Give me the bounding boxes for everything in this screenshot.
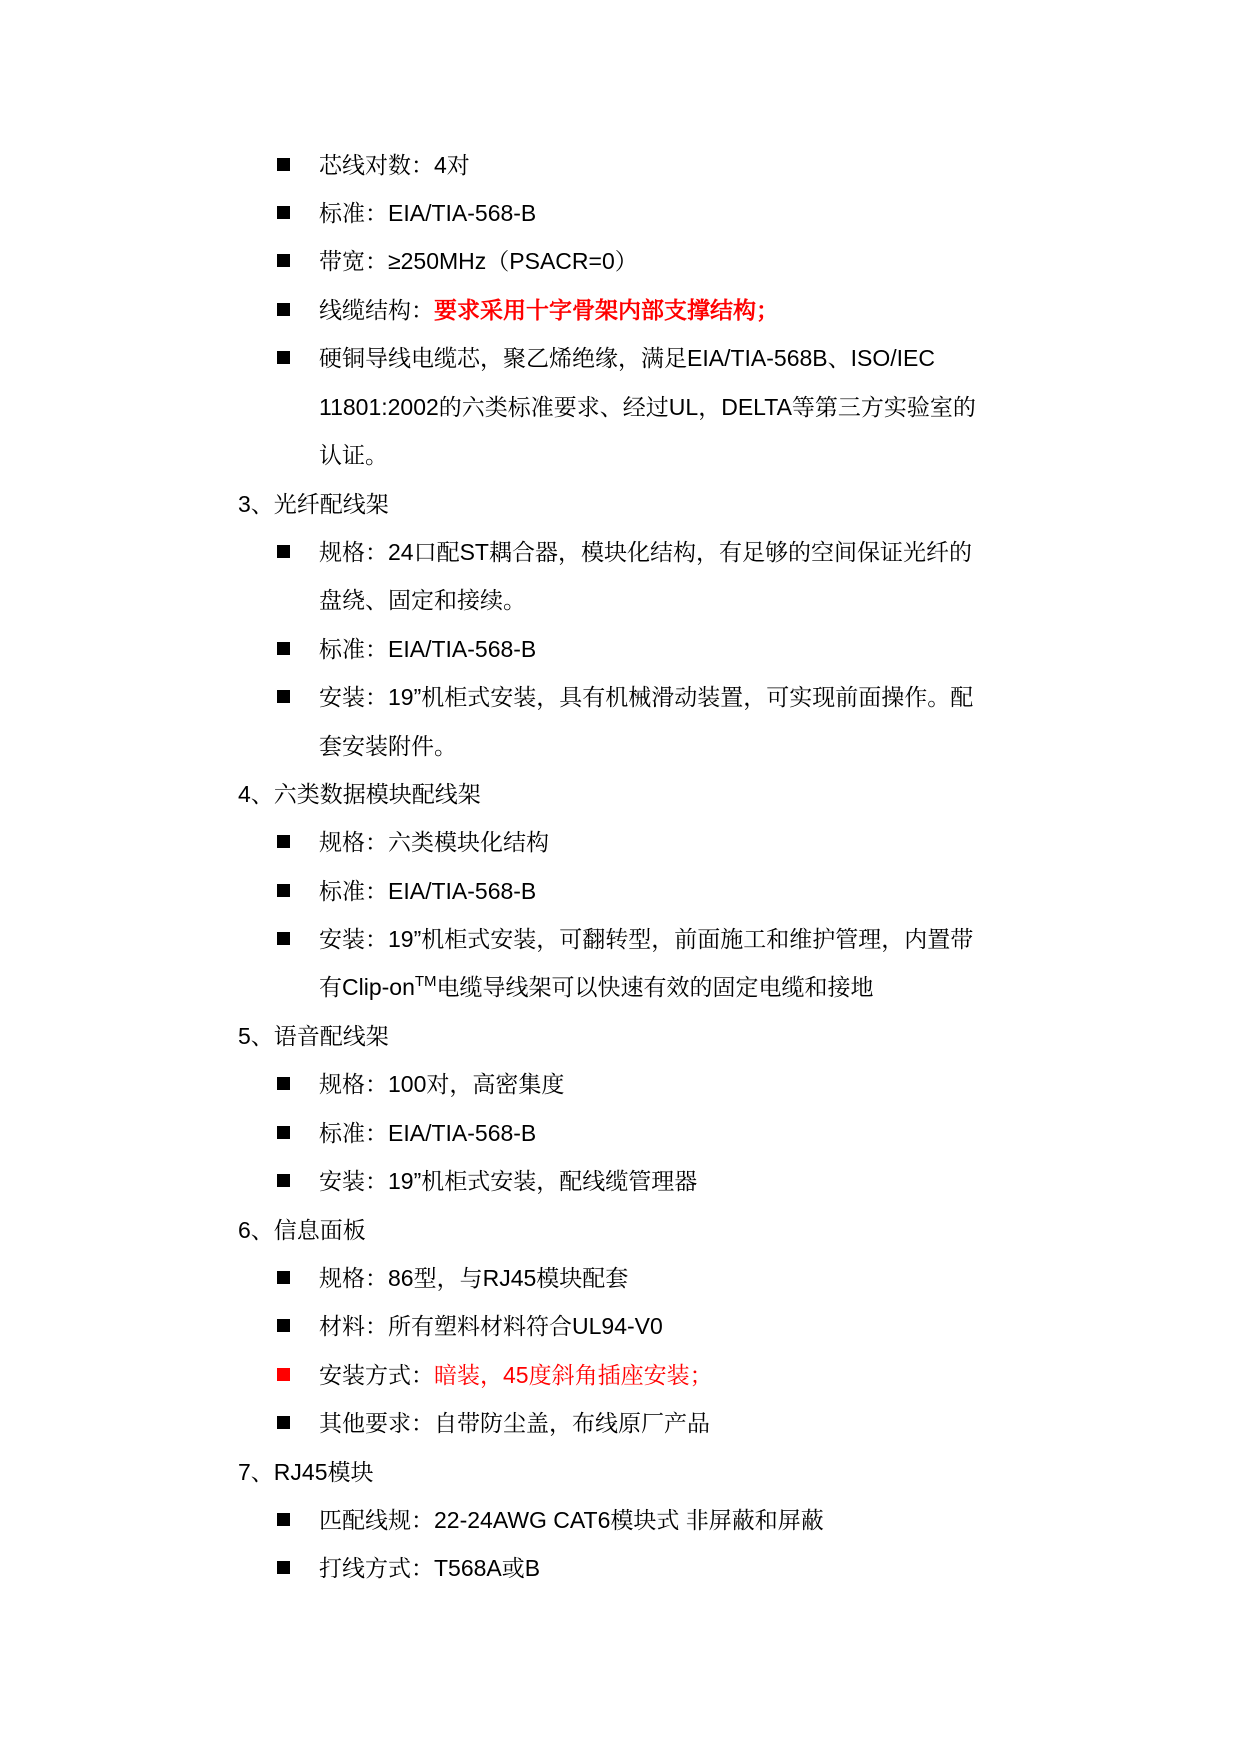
square-bullet-icon	[277, 1319, 290, 1332]
section-heading: 5、语音配线架	[238, 1023, 389, 1049]
square-bullet-icon	[277, 690, 290, 703]
list-item: 匹配线规：22-24AWG CAT6模块式 非屏蔽和屏蔽	[277, 1500, 824, 1540]
square-bullet-icon	[277, 351, 290, 364]
list-item: 安装：19”机柜式安装，可翻转型，前面施工和维护管理，内置带	[277, 919, 973, 959]
trademark-mark: TM	[414, 973, 437, 990]
list-item: 安装：19”机柜式安装，具有机械滑动装置，可实现前面操作。配	[277, 677, 973, 717]
square-bullet-icon	[277, 1126, 290, 1139]
square-bullet-icon	[277, 1513, 290, 1526]
square-bullet-icon	[277, 303, 290, 316]
list-item-continuation: 盘绕、固定和接续。	[319, 587, 526, 613]
section-heading: 3、光纤配线架	[238, 491, 389, 517]
list-item: 规格：86型，与RJ45模块配套	[277, 1258, 628, 1298]
square-bullet-icon	[277, 835, 290, 848]
list-item-continuation: 11801:2002的六类标准要求、经过UL，DELTA等第三方实验室的	[319, 394, 976, 420]
square-bullet-icon	[277, 158, 290, 171]
list-item: 规格：24口配ST耦合器，模块化结构，有足够的空间保证光纤的	[277, 532, 972, 572]
square-bullet-icon	[277, 1416, 290, 1429]
list-item: 材料：所有塑料材料符合UL94-V0	[277, 1306, 663, 1346]
list-item: 带宽：≥250MHz（PSACR=0）	[277, 241, 638, 281]
emphasis-requirement: 暗装，45度斜角插座安装；	[434, 1362, 713, 1388]
list-item: 安装方式：暗装，45度斜角插座安装；	[277, 1355, 713, 1395]
square-bullet-icon	[277, 642, 290, 655]
square-bullet-icon	[277, 932, 290, 945]
square-bullet-icon	[277, 1368, 290, 1381]
emphasis-requirement: 要求采用十字骨架内部支撑结构；	[434, 297, 779, 323]
list-item: 规格：六类模块化结构	[277, 822, 549, 862]
list-item: 打线方式：T568A或B	[277, 1548, 540, 1588]
list-item: 规格：100对，高密集度	[277, 1064, 564, 1104]
list-item: 其他要求：自带防尘盖，布线原厂产品	[277, 1403, 710, 1443]
list-item: 硬铜导线电缆芯，聚乙烯绝缘，满足EIA/TIA-568B、ISO/IEC	[277, 338, 935, 378]
square-bullet-icon	[277, 1077, 290, 1090]
list-item: 标准：EIA/TIA-568-B	[277, 629, 536, 669]
square-bullet-icon	[277, 1174, 290, 1187]
section-heading: 7、RJ45模块	[238, 1459, 374, 1485]
list-item: 安装：19”机柜式安装，配线缆管理器	[277, 1161, 697, 1201]
square-bullet-icon	[277, 545, 290, 558]
square-bullet-icon	[277, 884, 290, 897]
list-item-continuation: 套安装附件。	[319, 733, 457, 759]
section-heading: 4、六类数据模块配线架	[238, 781, 481, 807]
list-item: 标准：EIA/TIA-568-B	[277, 193, 536, 233]
square-bullet-icon	[277, 206, 290, 219]
square-bullet-icon	[277, 1271, 290, 1284]
list-item: 标准：EIA/TIA-568-B	[277, 1113, 536, 1153]
list-item: 芯线对数：4对	[277, 145, 470, 185]
list-item-continuation: 有Clip-on™电缆导线架可以快速有效的固定电缆和接地	[319, 973, 874, 1000]
list-item-continuation: 认证。	[319, 442, 388, 468]
square-bullet-icon	[277, 254, 290, 267]
list-item: 标准：EIA/TIA-568-B	[277, 871, 536, 911]
section-heading: 6、信息面板	[238, 1217, 366, 1243]
square-bullet-icon	[277, 1561, 290, 1574]
list-item: 线缆结构：要求采用十字骨架内部支撑结构；	[277, 290, 779, 330]
